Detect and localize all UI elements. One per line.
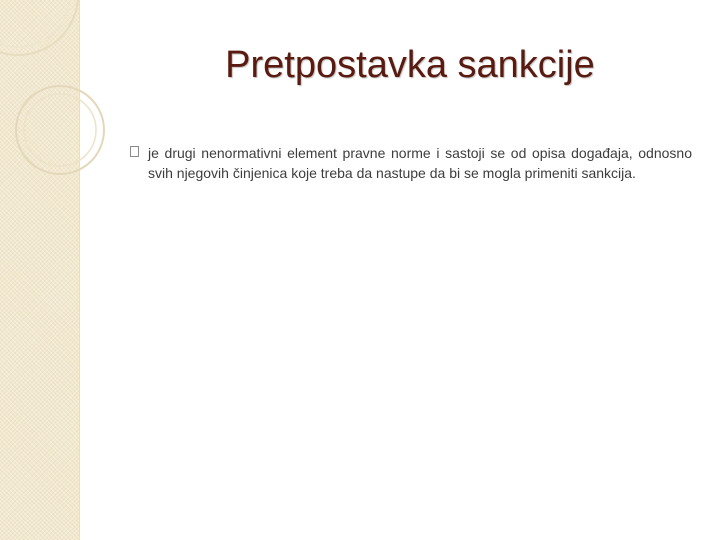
bullet-square-icon — [130, 146, 139, 157]
decorative-circles — [0, 0, 130, 200]
bullet-text: je drugi nenormativni element pravne norme i sastoji se od opisa događaja, odnosno svih njegovih činjenica koje treba da nastupe da bi se mogla primeniti sankcija. — [148, 145, 692, 181]
bullet-item — [130, 143, 692, 183]
slide-title: Pretpostavka sankcije — [225, 44, 595, 86]
